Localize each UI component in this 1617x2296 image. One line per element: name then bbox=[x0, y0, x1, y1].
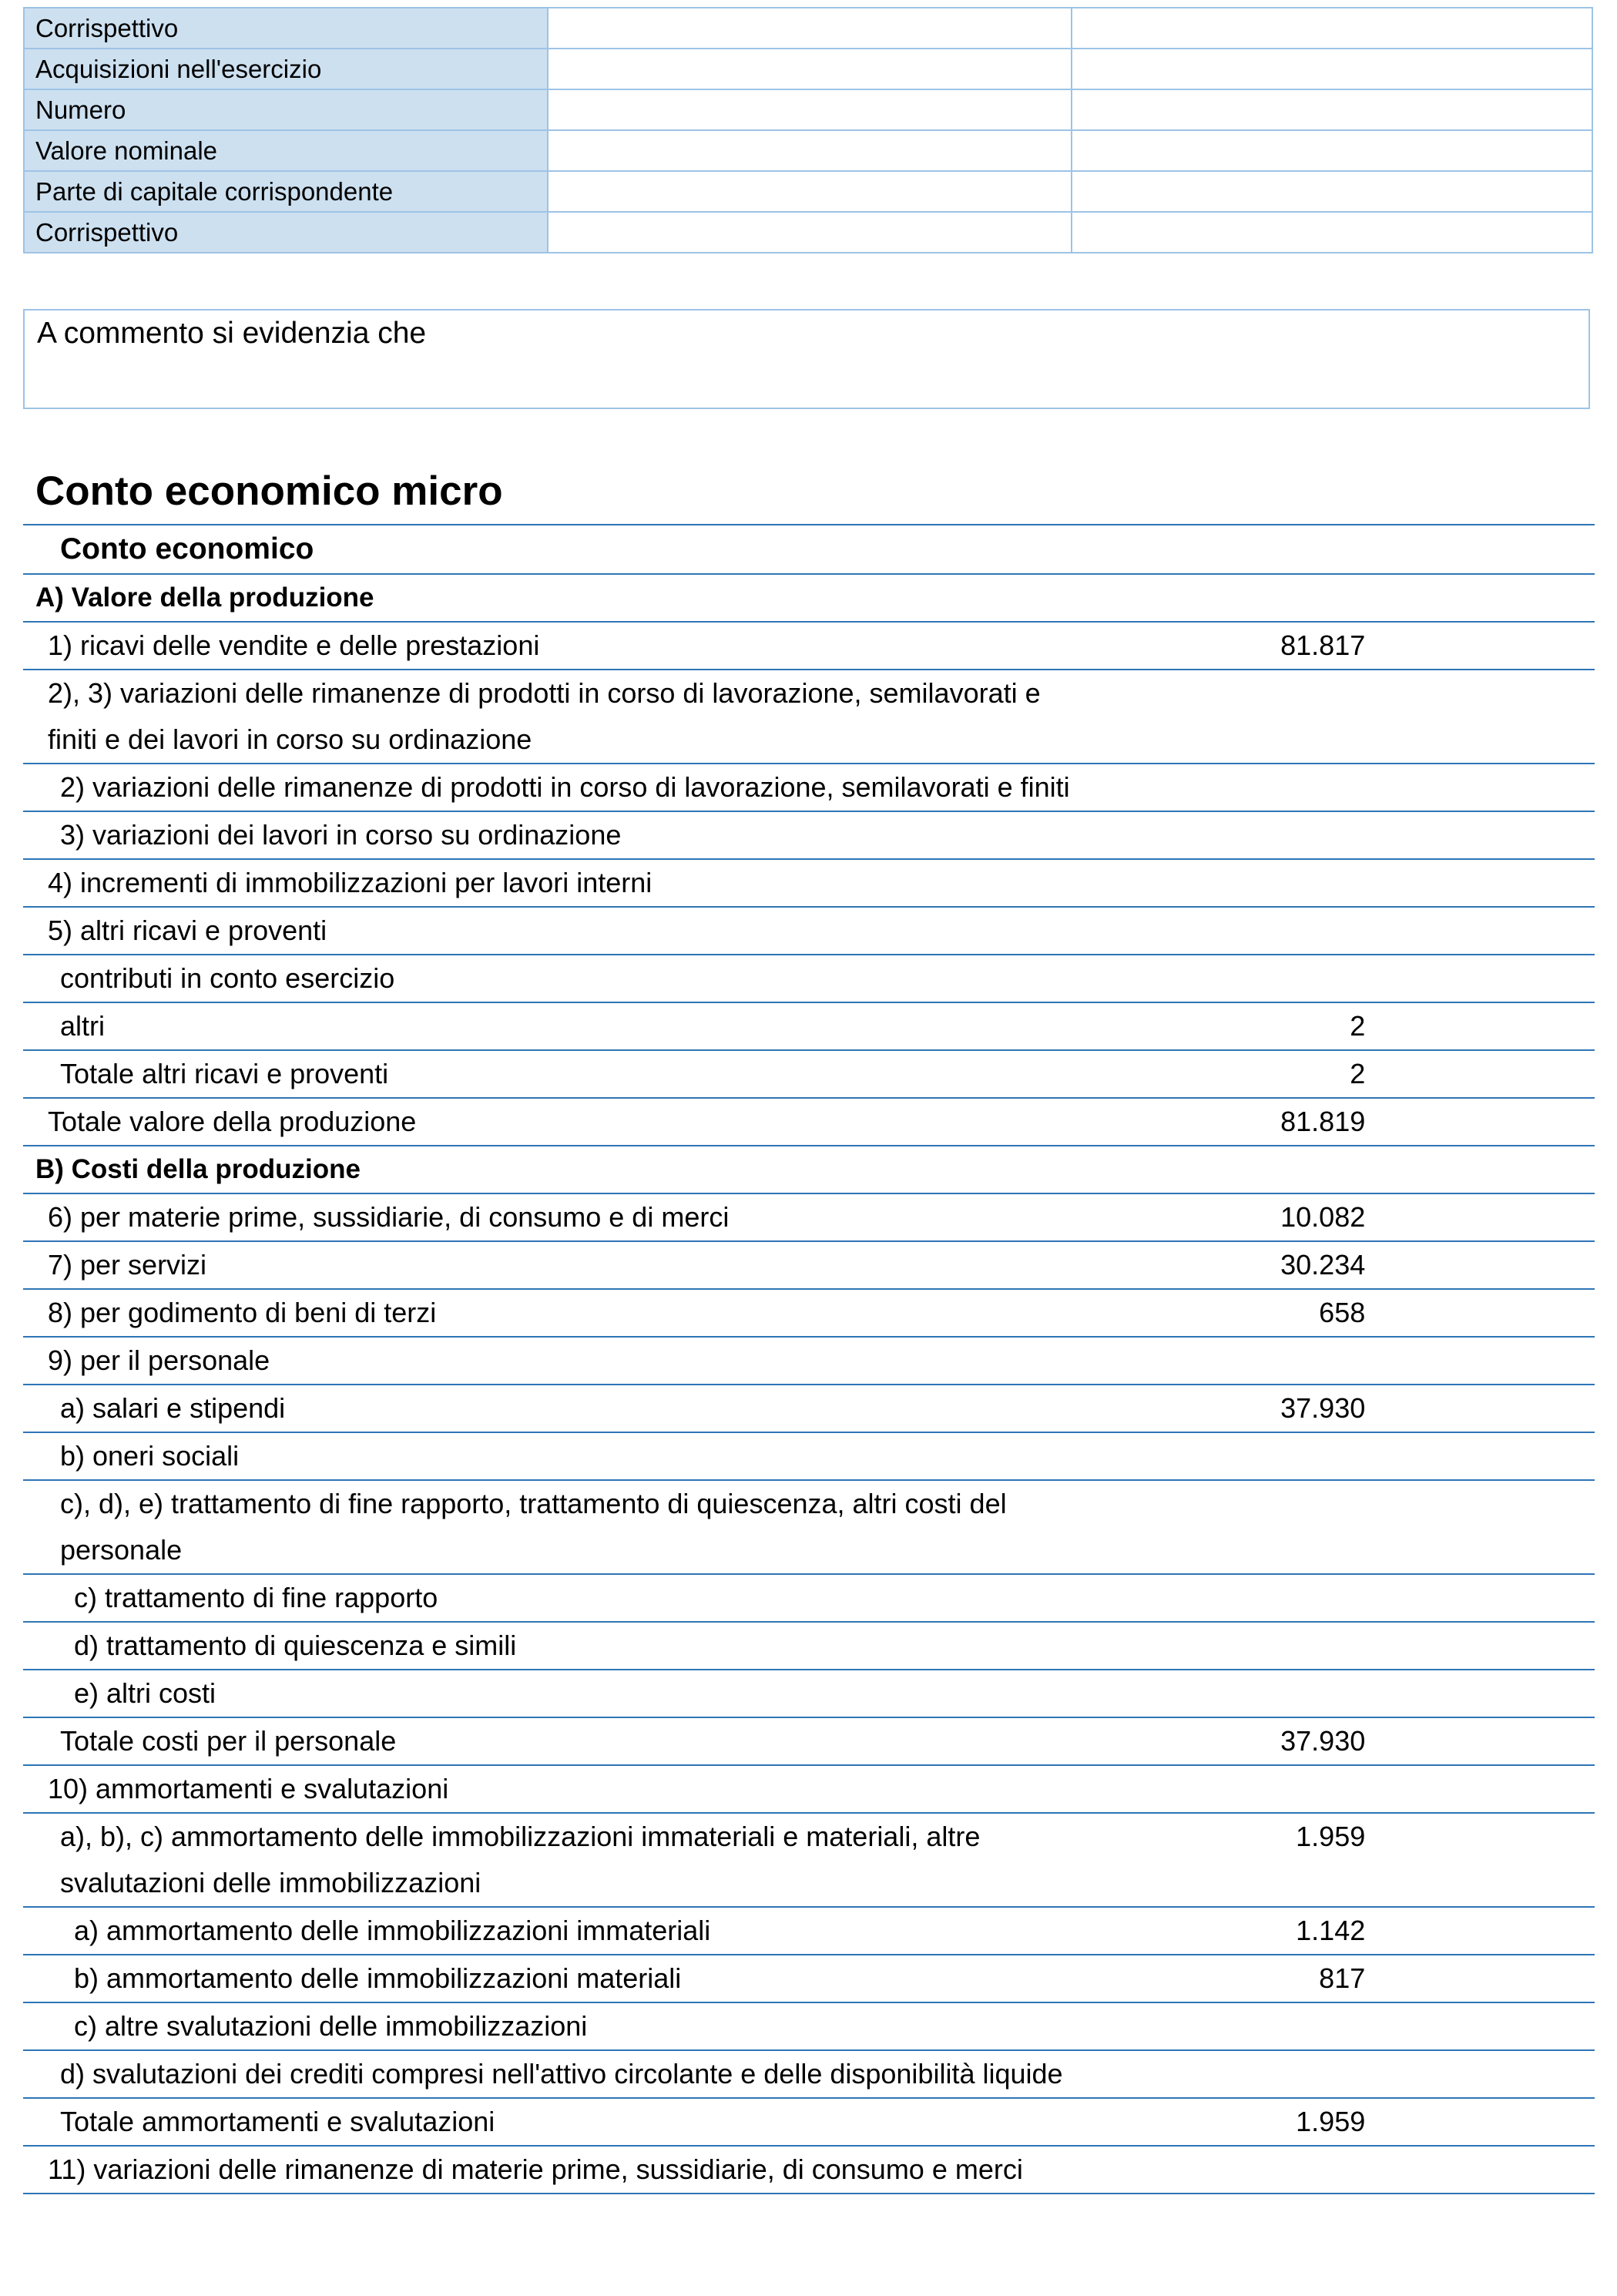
row-value: 817 bbox=[1319, 1962, 1366, 1994]
row-value bbox=[1073, 2146, 1365, 2194]
table-row bbox=[23, 1241, 1595, 1289]
row-value bbox=[1073, 1765, 1365, 1813]
table-row bbox=[23, 1622, 1595, 1670]
table-row bbox=[23, 1907, 1595, 1955]
row-value bbox=[1073, 1432, 1365, 1480]
table-row bbox=[23, 1385, 1595, 1432]
row-label: altri bbox=[60, 1010, 106, 1042]
row-value bbox=[1073, 859, 1365, 907]
row-value bbox=[1073, 670, 1365, 764]
table-row bbox=[23, 764, 1595, 811]
row-label: 5) altri ricavi e proventi bbox=[48, 915, 327, 946]
row-label: d) svalutazioni dei crediti compresi nell'attivo circolante e delle disponibilità liquide bbox=[60, 2058, 1063, 2090]
section-title: Conto economico micro bbox=[35, 468, 503, 514]
row-label: contributi in conto esercizio bbox=[60, 962, 395, 994]
top-table-cell bbox=[548, 89, 1072, 130]
row-label: 2), 3) variazioni delle rimanenze di prodotti in corso di lavorazione, semilavorati e finiti e dei lavori in corso su ordinazione bbox=[48, 677, 1041, 755]
row-value bbox=[1073, 1146, 1365, 1193]
row-label: 8) per godimento di beni di terzi bbox=[48, 1297, 437, 1328]
row-value bbox=[1073, 1337, 1365, 1385]
row-label: d) trattamento di quiescenza e simili bbox=[74, 1630, 517, 1661]
top-table-cell bbox=[548, 212, 1072, 253]
row-label: e) altri costi bbox=[74, 1677, 216, 1709]
top-table-row bbox=[24, 49, 1592, 89]
row-value bbox=[1073, 1622, 1365, 1670]
row-value bbox=[1073, 1574, 1365, 1622]
table-row bbox=[23, 1480, 1595, 1574]
row-label: 3) variazioni dei lavori in corso su ordinazione bbox=[60, 819, 622, 851]
row-value bbox=[1073, 811, 1365, 859]
row-label: A) Valore della produzione bbox=[35, 582, 374, 613]
top-table-cell bbox=[548, 171, 1072, 212]
row-value: 37.930 bbox=[1280, 1725, 1366, 1757]
row-label: 4) incrementi di immobilizzazioni per lavori interni bbox=[48, 867, 653, 898]
table-row bbox=[23, 1050, 1595, 1098]
row-value: 81.819 bbox=[1280, 1106, 1366, 1137]
table-row bbox=[23, 1146, 1595, 1193]
table-row bbox=[23, 907, 1595, 955]
row-label: 10) ammortamenti e svalutazioni bbox=[48, 1773, 449, 1804]
row-value bbox=[1073, 2050, 1365, 2098]
top-table-cell bbox=[1072, 171, 1592, 212]
top-table-label: Parte di capitale corrispondente bbox=[24, 171, 548, 212]
row-value bbox=[1073, 764, 1365, 811]
top-table-cell bbox=[548, 8, 1072, 49]
top-table-label: Corrispettivo bbox=[24, 212, 548, 253]
row-label: a), b), c) ammortamento delle immobilizzazioni immateriali e materiali, altre svalutazioni delle immobilizzazioni bbox=[60, 1821, 981, 1898]
table-row bbox=[23, 1813, 1595, 1907]
top-table-cell bbox=[548, 49, 1072, 89]
row-label: c) trattamento di fine rapporto bbox=[74, 1582, 438, 1613]
row-value bbox=[1073, 2002, 1365, 2050]
table-row bbox=[23, 670, 1595, 764]
row-value: 10.082 bbox=[1280, 1201, 1366, 1233]
table-row bbox=[23, 1717, 1595, 1765]
top-table-cell bbox=[548, 130, 1072, 171]
top-table-cell bbox=[1072, 8, 1592, 49]
row-label: Totale costi per il personale bbox=[60, 1725, 397, 1757]
row-label: B) Costi della produzione bbox=[35, 1154, 361, 1184]
table-row bbox=[23, 1002, 1595, 1050]
table-row bbox=[23, 2050, 1595, 2098]
top-table bbox=[23, 7, 1593, 253]
top-table-label: Corrispettivo bbox=[24, 8, 548, 49]
row-value bbox=[1073, 1670, 1365, 1717]
row-label: 1) ricavi delle vendite e delle prestazioni bbox=[48, 629, 540, 661]
top-table-cell bbox=[1072, 212, 1592, 253]
comment-text: A commento si evidenzia che bbox=[37, 317, 427, 350]
table-row bbox=[23, 1955, 1595, 2002]
top-table-label: Acquisizioni nell'esercizio bbox=[24, 49, 548, 89]
table-row bbox=[23, 811, 1595, 859]
row-label: Totale valore della produzione bbox=[48, 1106, 417, 1137]
table-row bbox=[23, 2002, 1595, 2050]
table-row bbox=[23, 1574, 1595, 1622]
row-label: Totale ammortamenti e svalutazioni bbox=[60, 2106, 495, 2137]
table-row bbox=[23, 622, 1595, 670]
row-label: c), d), e) trattamento di fine rapporto, trattamento di quiescenza, altri costi del personale bbox=[60, 1488, 1007, 1566]
row-value: 1.959 bbox=[1296, 2106, 1366, 2137]
row-value: 30.234 bbox=[1280, 1249, 1366, 1281]
row-value: 1.142 bbox=[1296, 1915, 1366, 1946]
table-row bbox=[23, 1765, 1595, 1813]
top-table-row bbox=[24, 8, 1592, 49]
row-value bbox=[1073, 1480, 1365, 1574]
table-row bbox=[23, 1289, 1595, 1337]
top-table-label: Numero bbox=[24, 89, 548, 130]
table-row bbox=[23, 1098, 1595, 1146]
table-row bbox=[23, 574, 1595, 622]
row-label: a) ammortamento delle immobilizzazioni immateriali bbox=[74, 1915, 711, 1946]
row-value: 2 bbox=[1350, 1010, 1366, 1042]
top-table-cell bbox=[1072, 89, 1592, 130]
row-label: 7) per servizi bbox=[48, 1249, 207, 1281]
row-label: b) oneri sociali bbox=[60, 1440, 240, 1472]
top-table-label: Valore nominale bbox=[24, 130, 548, 171]
row-value: 2 bbox=[1350, 1058, 1366, 1089]
row-label: 6) per materie prime, sussidiarie, di consumo e di merci bbox=[48, 1201, 730, 1233]
row-value bbox=[1073, 955, 1365, 1002]
table-row bbox=[23, 859, 1595, 907]
row-value: 37.930 bbox=[1280, 1392, 1366, 1424]
row-label: 9) per il personale bbox=[48, 1344, 270, 1376]
comment-box bbox=[23, 309, 1590, 409]
table-header: Conto economico bbox=[60, 532, 314, 566]
table-row bbox=[23, 2098, 1595, 2146]
row-value: 1.959 bbox=[1296, 1821, 1366, 1852]
table-header-row bbox=[23, 525, 1595, 574]
row-value: 658 bbox=[1319, 1297, 1366, 1328]
top-table-row bbox=[24, 89, 1592, 130]
top-table-cell bbox=[1072, 49, 1592, 89]
table-row bbox=[23, 2146, 1595, 2194]
top-table-row bbox=[24, 171, 1592, 212]
table-row bbox=[23, 1193, 1595, 1241]
top-table-row bbox=[24, 212, 1592, 253]
income-statement-table bbox=[23, 524, 1595, 2194]
row-label: b) ammortamento delle immobilizzazioni materiali bbox=[74, 1962, 682, 1994]
row-value bbox=[1073, 574, 1365, 622]
row-label: 11) variazioni delle rimanenze di materie prime, sussidiarie, di consumo e merci bbox=[48, 2153, 1023, 2185]
row-label: Totale altri ricavi e proventi bbox=[60, 1058, 389, 1089]
table-row bbox=[23, 1670, 1595, 1717]
row-label: 2) variazioni delle rimanenze di prodotti in corso di lavorazione, semilavorati e finiti bbox=[60, 771, 1070, 803]
table-row bbox=[23, 1432, 1595, 1480]
top-table-row bbox=[24, 130, 1592, 171]
row-label: a) salari e stipendi bbox=[60, 1392, 286, 1424]
row-label: c) altre svalutazioni delle immobilizzazioni bbox=[74, 2010, 588, 2042]
top-table-cell bbox=[1072, 130, 1592, 171]
table-row bbox=[23, 955, 1595, 1002]
row-value: 81.817 bbox=[1280, 629, 1366, 661]
table-row bbox=[23, 1337, 1595, 1385]
row-value bbox=[1073, 907, 1365, 955]
